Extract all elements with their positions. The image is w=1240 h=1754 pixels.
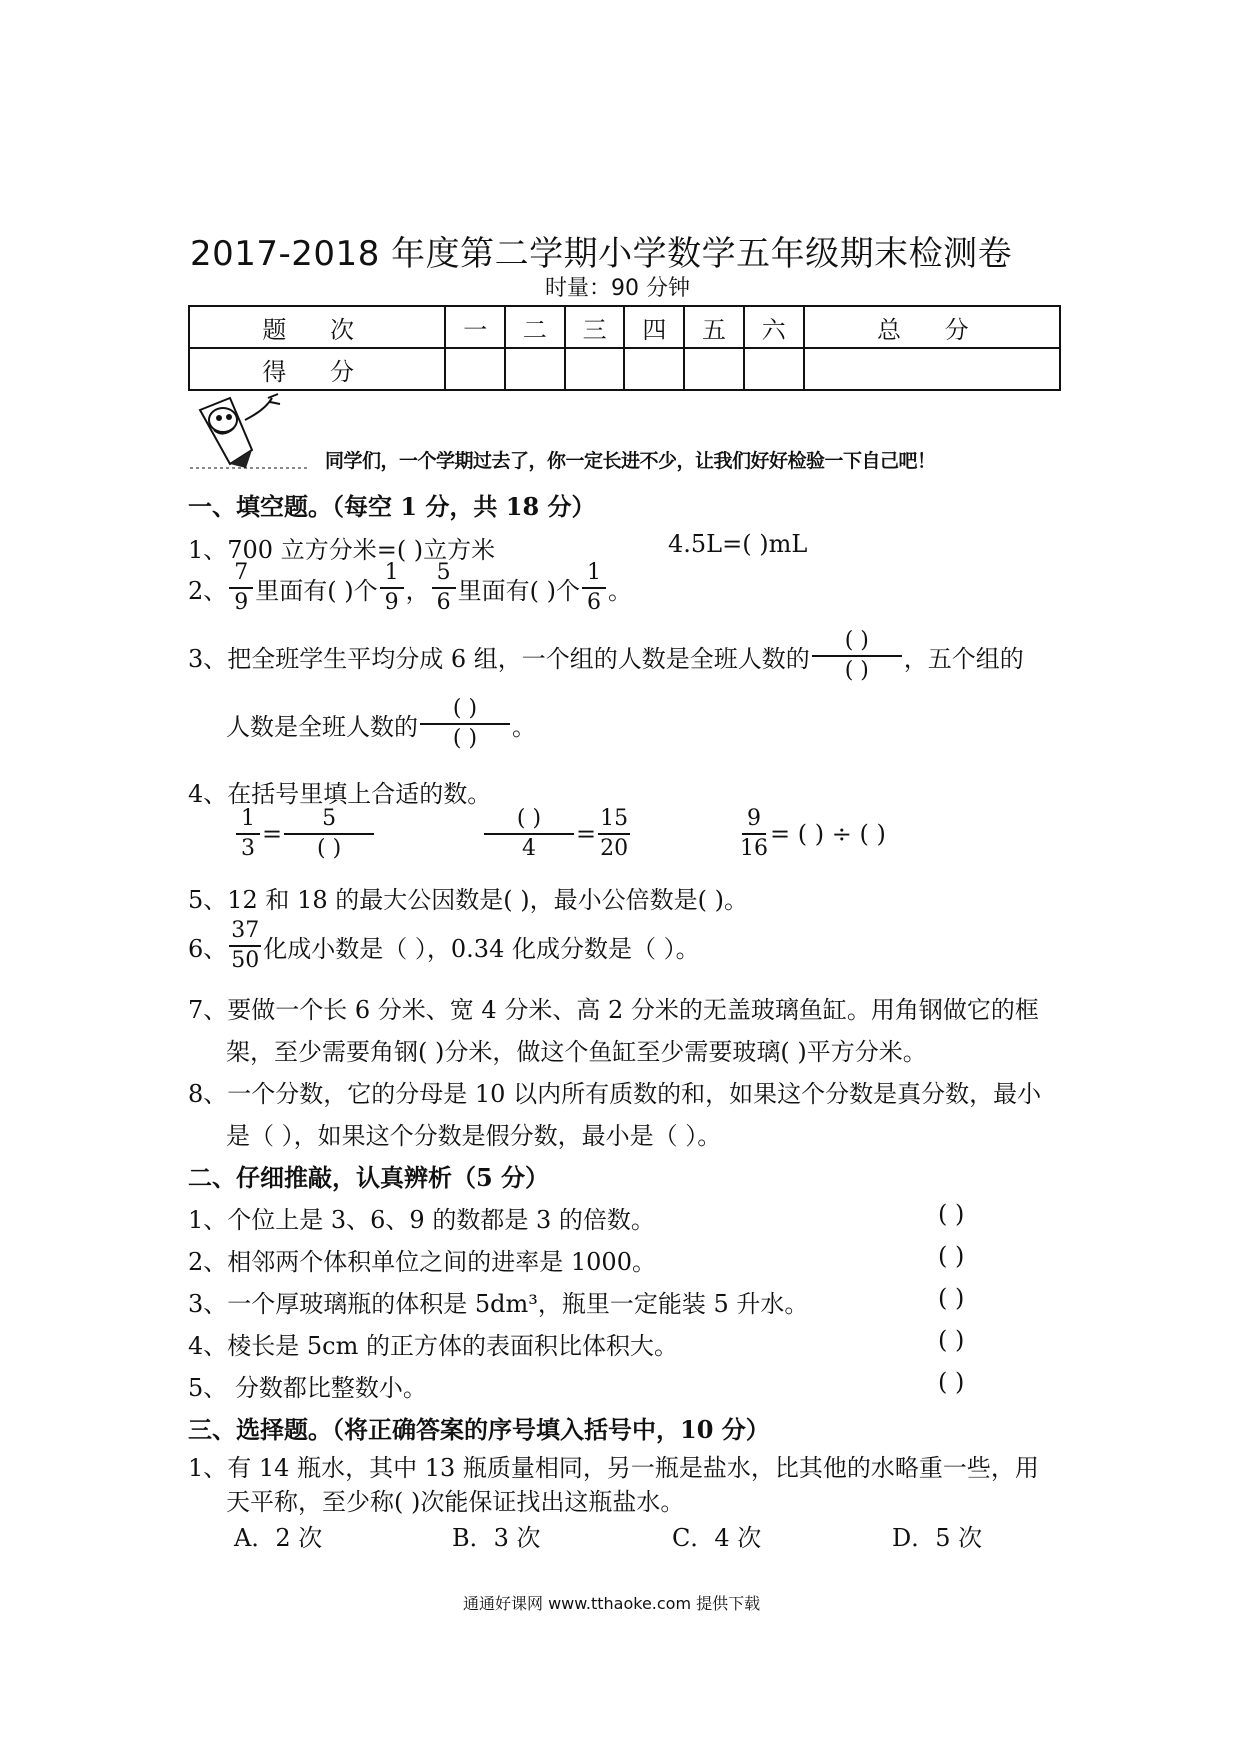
equals-sign: = bbox=[576, 820, 597, 848]
q6-text: 化成小数是（ ），0.34 化成分数是（ ）。 bbox=[263, 934, 700, 963]
score-cell: 六 bbox=[744, 306, 804, 348]
score-input-cell bbox=[445, 348, 505, 390]
denominator: 9 bbox=[384, 590, 399, 615]
section-3-title: 三、选择题。（将正确答案的序号填入括号中，10 分） bbox=[188, 1415, 770, 1444]
blank-fraction bbox=[420, 698, 510, 750]
question-1-3 bbox=[188, 630, 1024, 682]
numerator: 5 bbox=[284, 808, 374, 835]
numerator: 9 bbox=[742, 808, 766, 835]
score-cell: 得 分 bbox=[189, 348, 445, 390]
numerator: 1 bbox=[380, 562, 404, 589]
q2-sep: ， bbox=[405, 576, 430, 605]
denominator: 16 bbox=[740, 836, 768, 861]
numerator: 1 bbox=[582, 562, 606, 589]
denominator: ( ) bbox=[317, 836, 342, 861]
score-cell: 题 次 bbox=[189, 306, 445, 348]
q6-prefix: 6、 bbox=[188, 934, 228, 963]
numerator: 1 bbox=[236, 808, 260, 835]
numerator: ( ) bbox=[420, 698, 510, 725]
fraction bbox=[284, 808, 374, 860]
answer-blank: ( ) bbox=[938, 1242, 965, 1270]
choice-option-a: A．2 次 bbox=[234, 1524, 323, 1552]
denominator: 20 bbox=[600, 836, 629, 861]
score-cell: 二 bbox=[505, 306, 565, 348]
section-2-title: 二、仔细推敲，认真辨析（5 分） bbox=[188, 1163, 550, 1192]
question-1-3-cont bbox=[226, 698, 536, 750]
denominator: 6 bbox=[587, 590, 601, 615]
score-cell: 一 bbox=[445, 306, 505, 348]
question-1-1b: 4.5L=( )mL bbox=[668, 530, 808, 558]
q3-text-3: 人数是全班人数的 bbox=[226, 712, 418, 741]
score-input-cell bbox=[565, 348, 625, 390]
choice-option-c: C．4 次 bbox=[672, 1524, 762, 1552]
numerator: 37 bbox=[229, 920, 261, 947]
fraction bbox=[582, 562, 606, 614]
question-1-7-line-2: 架，至少需要角钢( )分米，做这个鱼缸至少需要玻璃( )平方分米。 bbox=[226, 1038, 927, 1066]
score-cell: 三 bbox=[565, 306, 625, 348]
section-1-title: 一、填空题。（每空 1 分，共 18 分） bbox=[188, 492, 596, 521]
fraction bbox=[229, 920, 261, 972]
judge-item: 1、个位上是 3、6、9 的数都是 3 的倍数。 bbox=[188, 1206, 655, 1234]
denominator: 4 bbox=[522, 836, 536, 861]
choice-question-1-line-2: 天平称，至少称( )次能保证找出这瓶盐水。 bbox=[226, 1488, 685, 1516]
duration-label: 时量：90 分钟 bbox=[545, 276, 690, 301]
question-1-8-line-1: 8、一个分数，它的分母是 10 以内所有质数的和，如果这个分数是真分数，最小 bbox=[188, 1080, 1042, 1108]
score-input-cell bbox=[684, 348, 744, 390]
score-cell: 总 分 bbox=[804, 306, 1060, 348]
denominator: ( ) bbox=[452, 726, 478, 751]
score-table bbox=[188, 305, 1061, 391]
q3-end: 。 bbox=[512, 712, 536, 741]
question-1-4c bbox=[738, 808, 886, 860]
score-cell: 五 bbox=[684, 306, 744, 348]
answer-blank: ( ) bbox=[938, 1368, 965, 1396]
fraction bbox=[432, 562, 456, 614]
question-1-4a bbox=[234, 808, 376, 860]
q3-text-1: 3、把全班学生平均分成 6 组，一个组的人数是全班人数的 bbox=[188, 644, 810, 673]
q2-text-1: 里面有( )个 bbox=[255, 576, 378, 605]
numerator: 5 bbox=[432, 562, 456, 589]
denominator: 6 bbox=[436, 590, 451, 615]
q2-text-2: 里面有( )个 bbox=[457, 576, 580, 605]
fraction bbox=[236, 808, 260, 860]
score-cell: 四 bbox=[624, 306, 684, 348]
choice-question-1-line-1: 1、有 14 瓶水，其中 13 瓶质量相同，另一瓶是盐水，比其他的水略重一些，用 bbox=[188, 1454, 1039, 1482]
denominator: 50 bbox=[231, 948, 260, 973]
fraction bbox=[229, 562, 253, 614]
judge-item: 4、棱长是 5cm 的正方体的表面积比体积大。 bbox=[188, 1332, 678, 1360]
denominator: ( ) bbox=[844, 658, 869, 683]
page-title: 2017-2018 年度第二学期小学数学五年级期末检测卷 bbox=[190, 234, 1013, 274]
choice-option-d: D．5 次 bbox=[892, 1524, 983, 1552]
judge-item: 2、相邻两个体积单位之间的进率是 1000。 bbox=[188, 1248, 656, 1276]
denominator: 9 bbox=[234, 590, 249, 615]
q2-end: 。 bbox=[608, 576, 632, 605]
score-input-cell bbox=[624, 348, 684, 390]
choice-option-b: B．3 次 bbox=[452, 1524, 541, 1552]
division-expression: = ( ) ÷ ( ) bbox=[770, 820, 886, 848]
numerator: 15 bbox=[598, 808, 630, 835]
fraction bbox=[380, 562, 404, 614]
question-1-6 bbox=[188, 920, 700, 972]
question-1-2 bbox=[188, 562, 632, 614]
question-1-8-line-2: 是（ ），如果这个分数是假分数，最小是（ ）。 bbox=[226, 1122, 722, 1150]
answer-blank: ( ) bbox=[938, 1326, 965, 1354]
question-1-4-title: 4、在括号里填上合适的数。 bbox=[188, 780, 492, 808]
question-1-5: 5、12 和 18 的最大公因数是( )，最小公倍数是( )。 bbox=[188, 886, 748, 914]
numerator: ( ) bbox=[812, 630, 902, 657]
score-input-cell bbox=[505, 348, 565, 390]
fraction bbox=[484, 808, 574, 860]
equals-sign: = bbox=[262, 820, 283, 848]
answer-blank: ( ) bbox=[938, 1284, 965, 1312]
numerator: 7 bbox=[229, 562, 253, 589]
pencil-mascot-icon bbox=[190, 390, 310, 470]
answer-blank: ( ) bbox=[938, 1200, 965, 1228]
fraction bbox=[740, 808, 768, 860]
numerator: ( ) bbox=[484, 808, 574, 835]
greeting-text: 同学们，一个学期过去了，你一定长进不少，让我们好好检验一下自己吧！ bbox=[325, 450, 936, 472]
fraction bbox=[598, 808, 630, 860]
q2-prefix: 2、 bbox=[188, 576, 228, 605]
question-1-1a: 1、700 立方分米=( )立方米 bbox=[188, 536, 496, 564]
blank-fraction bbox=[812, 630, 902, 682]
judge-item: 5、 分数都比整数小。 bbox=[188, 1374, 427, 1402]
denominator: 3 bbox=[241, 836, 255, 861]
score-table-header-row bbox=[189, 306, 1060, 348]
question-1-4b bbox=[482, 808, 632, 860]
question-1-7-line-1: 7、要做一个长 6 分米、宽 4 分米、高 2 分米的无盖玻璃鱼缸。用角钢做它的框 bbox=[188, 996, 1039, 1024]
score-input-cell bbox=[804, 348, 1060, 390]
footer-credit: 通通好课网 www.tthaoke.com 提供下载 bbox=[463, 1594, 761, 1613]
q3-text-2: ，五个组的 bbox=[903, 644, 1024, 673]
score-input-cell bbox=[744, 348, 804, 390]
judge-item: 3、一个厚玻璃瓶的体积是 5dm³，瓶里一定能装 5 升水。 bbox=[188, 1290, 809, 1318]
score-table-score-row bbox=[189, 348, 1060, 390]
